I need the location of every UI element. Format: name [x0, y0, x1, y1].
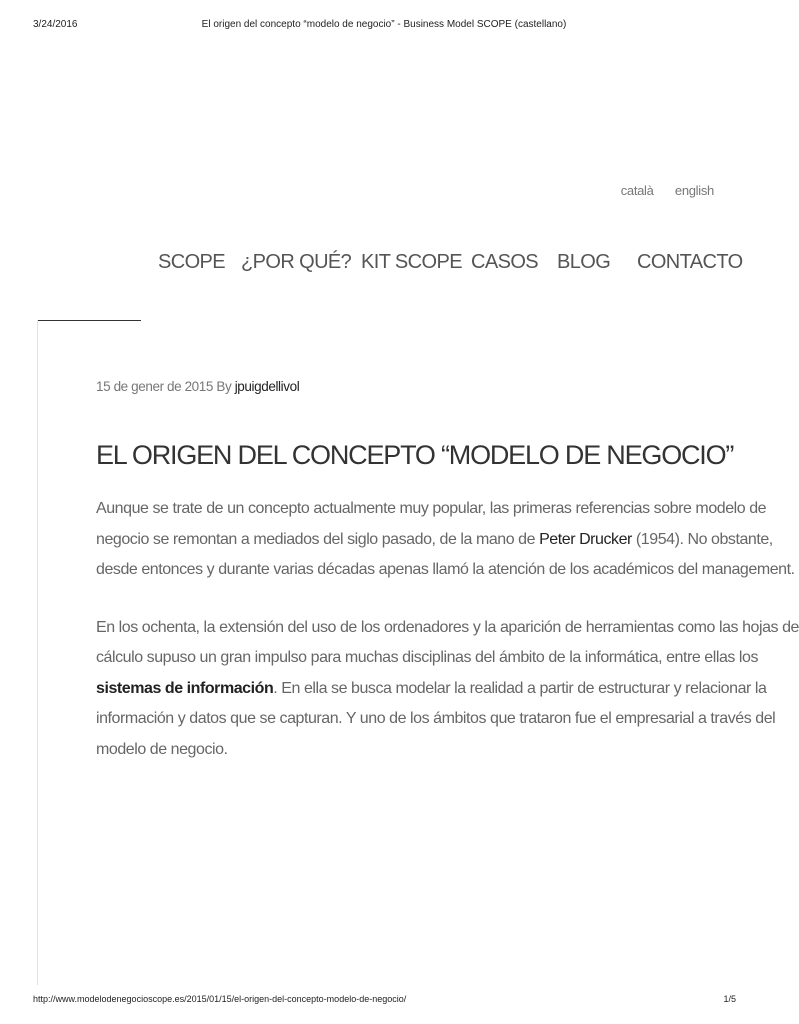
post-author-link[interactable]: jpuigdellivol: [234, 379, 300, 394]
language-link-catala[interactable]: català: [620, 183, 654, 198]
paragraph-2-line-2: cálculo supuso un gran impulso para muchas disciplinas del ámbito de la informática, entre ellas los: [96, 649, 759, 666]
content-divider-top: [37, 320, 141, 321]
print-url: http://www.modelodenegocioscope.es/2015/01/15/el-origen-del-concepto-modelo-de-negocio/: [33, 994, 407, 1004]
post-by-label: By: [216, 379, 232, 394]
print-title: El origen del concepto “modelo de negocio” - Business Model SCOPE (castellano): [201, 19, 567, 30]
nav-item-scope[interactable]: SCOPE: [158, 251, 226, 273]
language-link-english[interactable]: english: [674, 183, 714, 198]
paragraph-1-line-2-text: negocio se remontan a mediados del siglo pasado, de la mano de: [96, 530, 540, 548]
paragraph-2-line-5: modelo de negocio.: [96, 740, 228, 758]
nav-item-blog[interactable]: BLOG: [557, 251, 611, 273]
content-divider-left: [37, 320, 38, 985]
paragraph-1-line-2: [96, 525, 773, 556]
paragraph-1-line-1: Aunque se trate de un concepto actualmente muy popular, las primeras referencias sobre modelo de: [96, 500, 767, 517]
paragraph-2-line-1: En los ochenta, la extensión del uso de los ordenadores y la aparición de herramientas como las hojas de: [96, 618, 799, 636]
paragraph-2-line-4: información y datos que se capturan. Y uno de los ámbitos que trataron fue el empresarial a través del: [96, 710, 776, 727]
article-paragraph-1: [96, 494, 795, 586]
nav-item-kit-scope[interactable]: KIT SCOPE: [361, 251, 462, 273]
paragraph-1-line-2-rest: (1954). No obstante,: [631, 530, 773, 548]
main-navigation: [140, 251, 743, 281]
nav-item-por-que[interactable]: ¿POR QUÉ?: [241, 251, 352, 273]
sistemas-de-informacion-text: sistemas de información: [96, 679, 274, 697]
post-meta: [96, 379, 299, 394]
post-date: 15 de gener de 2015: [96, 379, 214, 394]
print-date: 3/24/2016: [33, 19, 78, 30]
paragraph-2-line-3: [96, 674, 767, 705]
print-footer: [0, 994, 768, 1008]
article-body: [96, 494, 799, 792]
nav-item-contacto[interactable]: CONTACTO: [637, 251, 743, 273]
paragraph-1-line-3: desde entonces y durante varias décadas apenas llamó la atención de los académicos del management.: [96, 561, 795, 578]
sistemas-de-informacion-link[interactable]: [96, 680, 273, 697]
print-header: [0, 19, 768, 33]
post-title: EL ORIGEN DEL CONCEPTO “MODELO DE NEGOCIO”: [96, 440, 734, 470]
article-paragraph-2: [96, 613, 799, 766]
nav-item-casos[interactable]: CASOS: [471, 251, 539, 273]
print-page-number: 1/5: [723, 994, 736, 1004]
paragraph-2-line-3-rest: . En ella se busca modelar la realidad a partir de estructurar y relacionar la: [273, 679, 767, 697]
language-switcher: [603, 183, 714, 198]
peter-drucker-link[interactable]: Peter Drucker: [539, 530, 632, 548]
